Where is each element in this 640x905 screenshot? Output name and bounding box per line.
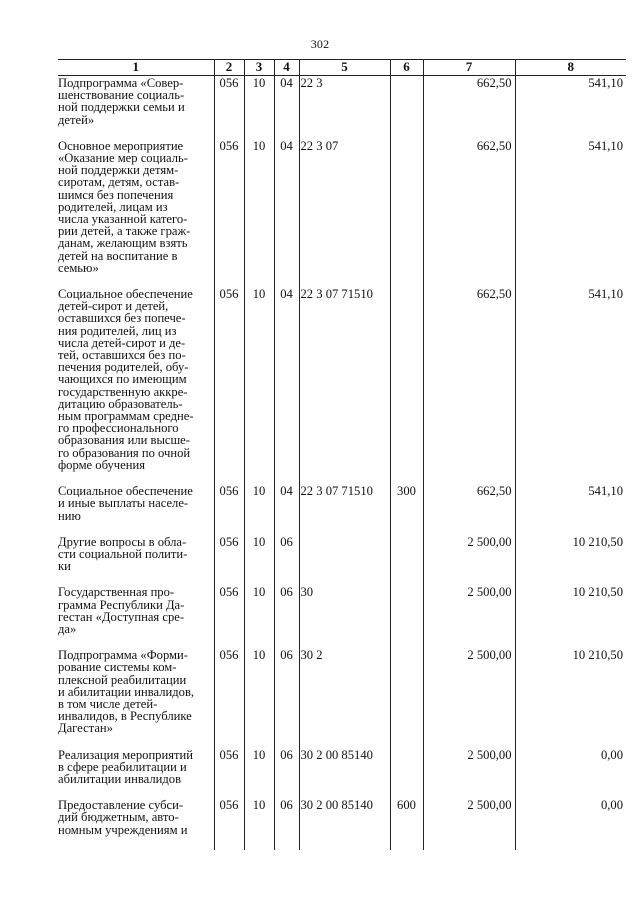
amount-year1-cell: 2 500,00 [423,799,515,850]
expense-type-cell [390,536,423,587]
target-article-cell: 30 [299,586,390,649]
subsection-code-cell: 04 [274,288,299,485]
table-row [58,586,626,649]
ministry-code-cell: 056 [214,586,244,649]
row-name-cell: Государственная про- грамма Республики Да- гестан «Доступная сре- да» [58,586,214,649]
ministry-code-cell: 056 [214,649,244,748]
subsection-code-cell: 06 [274,799,299,850]
budget-table [58,59,626,850]
table-row [58,749,626,800]
column-header-4: 4 [274,60,299,76]
subsection-code-cell: 06 [274,749,299,800]
row-name-cell: Основное мероприятие «Оказание мер социаль- ной поддержки детям- сиротам, детям, остав- шимся без попечения родителей, лицам из числа указанной катего- рии детей, а также граж- данам, желающим взять детей на воспитание в семью» [58,140,214,288]
target-article-cell: 30 2 00 85140 [299,749,390,800]
column-header-8: 8 [515,60,626,76]
section-code-cell: 10 [244,749,274,800]
amount-year1-cell: 662,50 [423,76,515,140]
row-name-cell: Предоставление субси- дий бюджетным, авто- номным учреждениям и [58,799,214,850]
table-row [58,288,626,485]
section-code-cell: 10 [244,76,274,140]
ministry-code-cell: 056 [214,485,244,536]
table-row [58,649,626,748]
expense-type-cell [390,288,423,485]
section-code-cell: 10 [244,536,274,587]
amount-year1-cell: 662,50 [423,288,515,485]
table-row [58,536,626,587]
amount-year2-cell: 0,00 [515,799,626,850]
row-name-cell: Подпрограмма «Совер- шенствование социаль- ной поддержки семьи и детей» [58,76,214,140]
amount-year1-cell: 2 500,00 [423,649,515,748]
section-code-cell: 10 [244,140,274,288]
ministry-code-cell: 056 [214,799,244,850]
amount-year1-cell: 662,50 [423,140,515,288]
row-name-cell: Социальное обеспечение детей-сирот и детей, оставшихся без попече- ния родителей, лиц из числа детей-сирот и де- тей, оставшихся без по- печения родителей, обу- чающихся по имеющим государственную аккре- дитацию образователь- ным программам средне- го профессионального образования или высше- го образования по очной форме обучения [58,288,214,485]
expense-type-cell [390,586,423,649]
table-row [58,799,626,850]
amount-year2-cell: 541,10 [515,288,626,485]
table-header-row [58,60,626,76]
target-article-cell: 30 2 00 85140 [299,799,390,850]
target-article-cell: 22 3 07 [299,140,390,288]
expense-type-cell: 300 [390,485,423,536]
amount-year2-cell: 541,10 [515,76,626,140]
page-number: 302 [310,37,330,51]
ministry-code-cell: 056 [214,749,244,800]
amount-year2-cell: 541,10 [515,140,626,288]
section-code-cell: 10 [244,799,274,850]
amount-year2-cell: 541,10 [515,485,626,536]
column-header-1: 1 [58,60,214,76]
table-row [58,140,626,288]
expense-type-cell [390,76,423,140]
target-article-cell: 30 2 [299,649,390,748]
amount-year1-cell: 662,50 [423,485,515,536]
table-body [58,76,626,850]
amount-year2-cell: 10 210,50 [515,586,626,649]
subsection-code-cell: 06 [274,586,299,649]
amount-year1-cell: 2 500,00 [423,536,515,587]
ministry-code-cell: 056 [214,536,244,587]
amount-year2-cell: 10 210,50 [515,649,626,748]
amount-year1-cell: 2 500,00 [423,586,515,649]
section-code-cell: 10 [244,649,274,748]
amount-year2-cell: 0,00 [515,749,626,800]
target-article-cell: 22 3 07 71510 [299,288,390,485]
column-header-5: 5 [299,60,390,76]
ministry-code-cell: 056 [214,140,244,288]
column-header-3: 3 [244,60,274,76]
subsection-code-cell: 04 [274,485,299,536]
column-header-7: 7 [423,60,515,76]
row-name-cell: Реализация мероприятий в сфере реабилитации и абилитации инвалидов [58,749,214,800]
expense-type-cell [390,749,423,800]
section-code-cell: 10 [244,485,274,536]
subsection-code-cell: 06 [274,649,299,748]
target-article-cell: 22 3 [299,76,390,140]
section-code-cell: 10 [244,586,274,649]
row-name-cell: Подпрограмма «Форми- рование системы ком- плексной реабилитации и абилитации инвалидов, в том числе детей- инвалидов, в Республике Дагестан» [58,649,214,748]
row-name-cell: Другие вопросы в обла- сти социальной полити- ки [58,536,214,587]
expense-type-cell: 600 [390,799,423,850]
ministry-code-cell: 056 [214,76,244,140]
table-row [58,76,626,140]
section-code-cell: 10 [244,288,274,485]
amount-year2-cell: 10 210,50 [515,536,626,587]
expense-type-cell [390,140,423,288]
amount-year1-cell: 2 500,00 [423,749,515,800]
row-name-cell: Социальное обеспечение и иные выплаты населе- нию [58,485,214,536]
subsection-code-cell: 06 [274,536,299,587]
target-article-cell [299,536,390,587]
table-row [58,485,626,536]
expense-type-cell [390,649,423,748]
column-header-6: 6 [390,60,423,76]
target-article-cell: 22 3 07 71510 [299,485,390,536]
column-header-2: 2 [214,60,244,76]
subsection-code-cell: 04 [274,140,299,288]
ministry-code-cell: 056 [214,288,244,485]
subsection-code-cell: 04 [274,76,299,140]
